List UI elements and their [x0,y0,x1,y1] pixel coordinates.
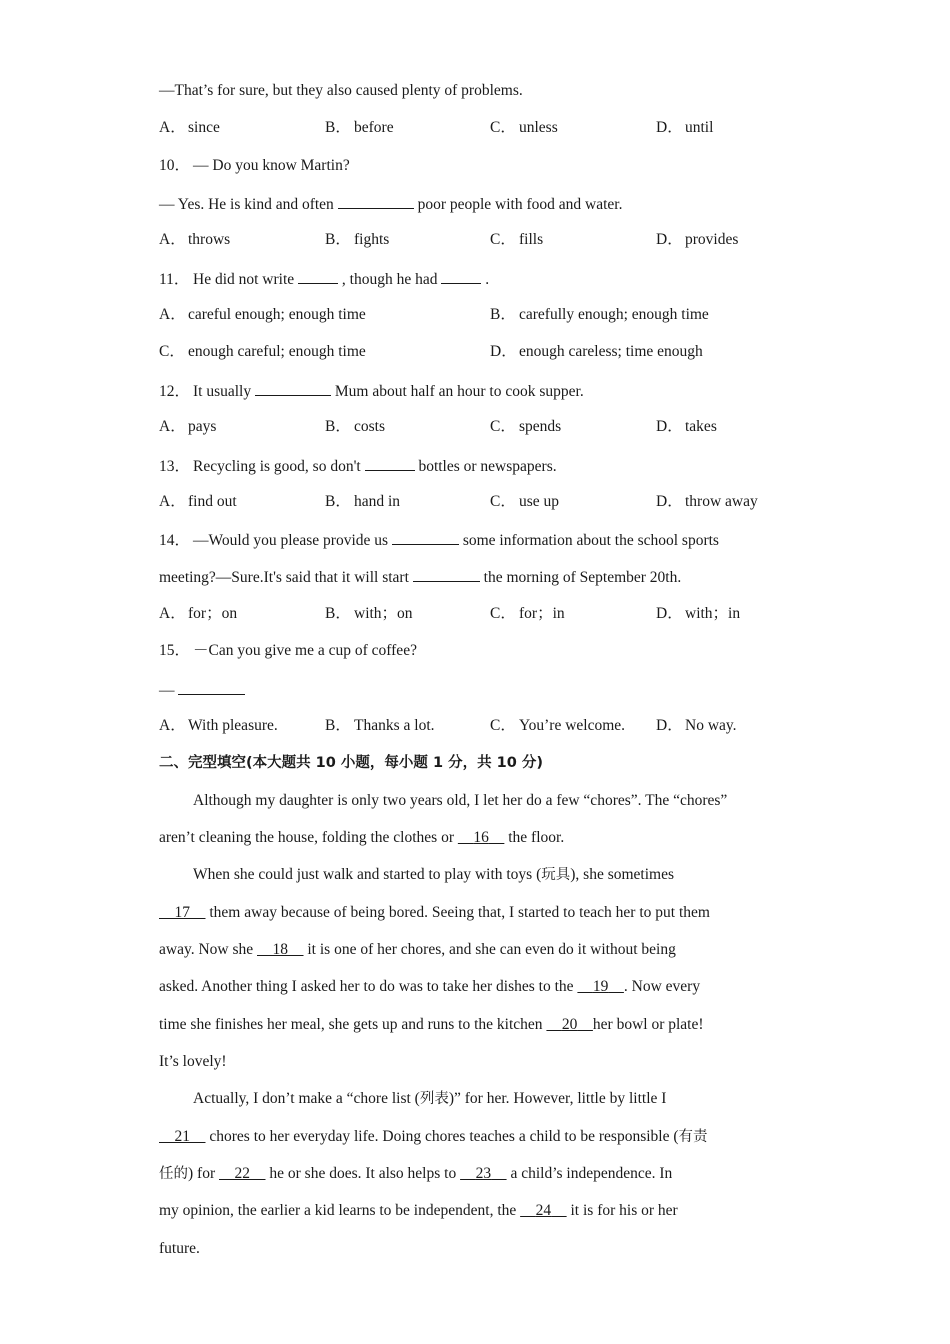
q9-option-d[interactable]: D． until [656,119,714,136]
cloze-blank-24[interactable]: 24 [535,1202,552,1219]
q11-blank-2[interactable] [441,266,481,284]
q15-reply: — [159,677,799,701]
q13-option-a[interactable]: A． find out [159,493,237,510]
q10-reply: — Yes. He is kind and often poor people with food and water. [159,191,799,215]
q14-options [159,602,799,626]
passage-p2-line5: time she finishes her meal, she gets up and runs to the kitchen 20 her bowl or plate! [159,1016,704,1033]
q13-stem: 13． Recycling is good, so don't bottles or newspapers. [159,453,799,477]
q11-options-row1 [159,303,799,327]
q12-option-d[interactable]: D． takes [656,418,717,435]
cloze-blank-23[interactable]: 23 [475,1165,492,1182]
cloze-blank-18[interactable]: 18 [272,941,288,958]
q10-option-b[interactable]: B． fights [325,231,390,248]
passage-p1-line1: Although my daughter is only two years old, I let her do a few “chores”. The “chores” [193,792,728,809]
passage-p1-line2: aren’t cleaning the house, folding the clothes or ​ 16 the floor. [159,829,565,846]
cloze-blank-21[interactable]: 21 [174,1128,190,1145]
q15-options [159,714,799,738]
passage-p3-line4: my opinion, the earlier a kid learns to be independent, the 24 it is for his or her [159,1202,678,1219]
q15-stem: 15． －Can you give me a cup of coffee? [159,642,417,659]
q11-blank-1[interactable] [298,266,338,284]
q10-option-d[interactable]: D． provides [656,231,739,248]
q14-option-d[interactable]: D． with；in [656,605,741,622]
cloze-blank-17[interactable]: 17 [174,904,190,921]
q11-option-a[interactable]: A． careful enough; enough time [159,306,366,323]
q12-stem: 12． It usually Mum about half an hour to cook supper. [159,378,799,402]
q12-option-b[interactable]: B． costs [325,418,385,435]
q9-options [159,116,799,140]
cloze-blank-16[interactable]: ​ 16 [457,829,489,846]
passage-p3-line1: Actually, I don’t make a “chore list (列表)” for her. However, little by little I [193,1090,667,1107]
q11-option-b[interactable]: B． carefully enough; enough time [490,306,709,323]
q12-options [159,415,799,439]
q13-blank[interactable] [365,453,415,471]
q14-stem-cont: meeting?—Sure.It's said that it will start the morning of September 20th. [159,564,799,588]
q13-options [159,490,799,514]
q14-option-c[interactable]: C． for；in [490,605,565,622]
q14-blank-2[interactable] [413,564,480,582]
q12-blank[interactable] [255,378,331,396]
q14-blank-1[interactable] [392,527,459,545]
cloze-blank-22[interactable]: 22 [234,1165,250,1182]
q11-option-d[interactable]: D． enough careless; time enough [490,343,703,360]
q9-reply: —That’s for sure, but they also caused plenty of problems. [159,82,523,99]
passage-p2-line3: away. Now she 18 it is one of her chores, and she can even do it without being [159,941,676,958]
q15-option-d[interactable]: D． No way. [656,717,737,734]
q15-blank[interactable] [178,677,245,695]
q10-stem: 10． — Do you know Martin? [159,157,350,174]
q10-option-c[interactable]: C． fills [490,231,544,248]
q15-option-c[interactable]: C． You’re welcome. [490,717,626,734]
q10-option-a[interactable]: A． throws [159,231,231,248]
q11-options-row2 [159,340,799,364]
q14-option-a[interactable]: A． for；on [159,605,238,622]
passage-p2-line4: asked. Another thing I asked her to do was to take her dishes to the 19 . Now every [159,978,701,995]
q13-option-b[interactable]: B． hand in [325,493,401,510]
q10-options [159,228,799,252]
q10-blank[interactable] [338,191,414,209]
q12-option-c[interactable]: C． spends [490,418,562,435]
q15-option-a[interactable]: A． With pleasure. [159,717,278,734]
passage-p2-line2: 17 them away because of being bored. Seeing that, I started to teach her to put them [159,901,799,925]
passage-p2-line6: It’s lovely! [159,1053,227,1070]
cloze-blank-20[interactable]: 20 [561,1016,578,1033]
q9-option-b[interactable]: B． before [325,119,394,136]
q13-option-d[interactable]: D． throw away [656,493,758,510]
passage-p2-line1: When she could just walk and started to play with toys (玩具), she sometimes [193,866,675,883]
q13-option-c[interactable]: C． use up [490,493,560,510]
q12-option-a[interactable]: A． pays [159,418,217,435]
q9-option-a[interactable]: A． since [159,119,220,136]
passage-p3-line5: future. [159,1240,200,1257]
q14-option-b[interactable]: B． with；on [325,605,413,622]
q15-option-b[interactable]: B． Thanks a lot. [325,717,435,734]
cloze-blank-19[interactable]: 19 [592,978,609,995]
q11-stem: 11． He did not write , though he had . [159,266,799,290]
q14-stem: 14． —Would you please provide us some information about the school sports [159,527,799,551]
passage-p3-line3: 任的) for 22 he or she does. It also helps to 23 a child’s independence. In [159,1165,673,1182]
section-heading: 二、完型填空(本大题共 10 小题，每小题 1 分，共 10 分) [159,755,543,771]
passage-p3-line2: 21 chores to her everyday life. Doing chores teaches a child to be responsible (有责 [159,1125,799,1149]
q11-option-c[interactable]: C． enough careful; enough time [159,343,366,360]
q9-option-c[interactable]: C． unless [490,119,558,136]
